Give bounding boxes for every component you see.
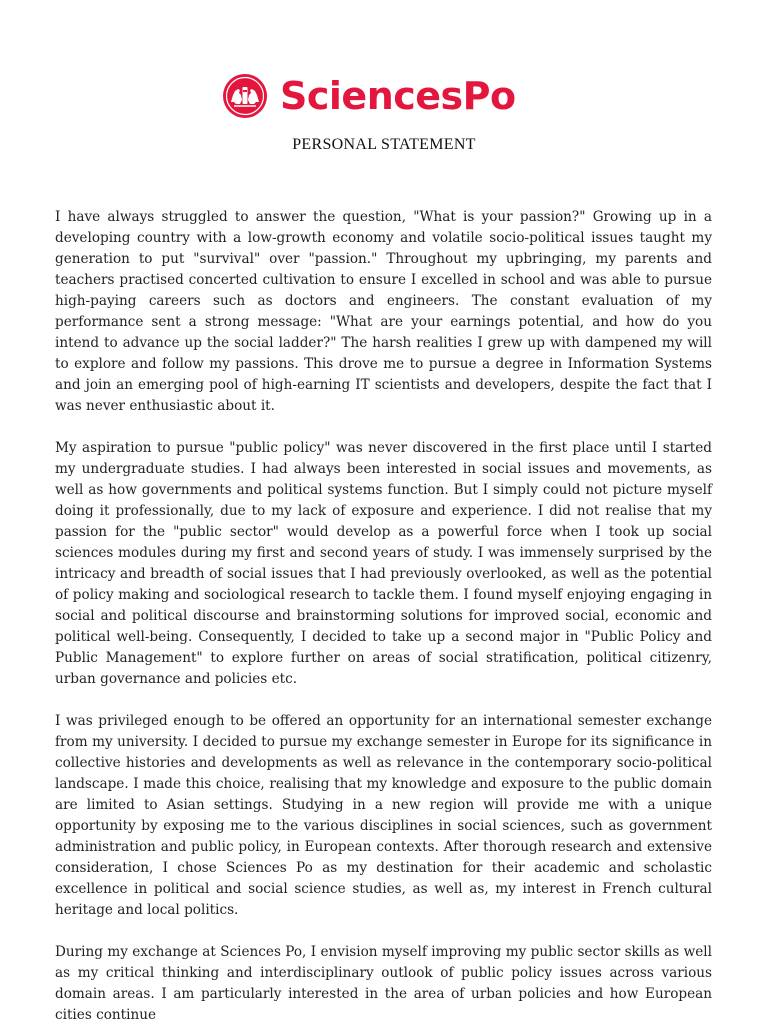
paragraph-1: I have always struggled to answer the question, "What is your passion?" Growing up in a developing country with a low-growth economy and volatile socio-political issues taught my generation to put "survival" over "passion." Throughout my upbringing, my parents and teachers practised concerted cultivation to ensure I excelled in school and was able to pursue high-paying careers such as doctors and engineers. The constant evaluation of my performance sent a strong message: "What are your earnings potential, and how do you intend to advance up the social ladder?" The harsh realities I grew up with dampened my will to explore and follow my passions. This drove me to pursue a degree in Information Systems and join an emerging pool of high-earning IT scientists and developers, despite the fact that I was never enthusiastic about it. [55,209,712,414]
paragraph-3: I was privileged enough to be offered an opportunity for an international semester exchange from my university. I decided to pursue my exchange semester in Europe for its significance in collective histories and developments as well as relevance in the contemporary socio-political landscape. I made this choice, realising that my knowledge and exposure to the public domain are limited to Asian settings. Studying in a new region will provide me with a unique opportunity by exposing me to the various disciplines in social sciences, such as government administration and public policy, in European contexts. After thorough research and extensive consideration, I chose Sciences Po as my destination for their academic and scholastic excellence in political and social science studies, as well as, my interest in French cultural heritage and local politics. [55,713,712,918]
sciences-po-logo [222,72,516,120]
statement-body [55,207,712,1024]
sciences-po-lion-emblem-icon [222,73,268,119]
paragraph-2: My aspiration to pursue "public policy" was never discovered in the first place until I started my undergraduate studies. I had always been interested in social issues and movements, as well as how governments and political systems function. But I simply could not picture myself doing it professionally, due to my lack of exposure and experience. I did not realise that my passion for the "public sector" would develop as a powerful force when I took up social sciences modules during my first and second years of study. I was immensely surprised by the intricacy and breadth of social issues that I had previously overlooked, as well as the potential of policy making and sociological research to tackle them. I found myself enjoying engaging in social and political discourse and brainstorming solutions for improved social, economic and political well-being. Consequently, I decided to take up a second major in "Public Policy and Public Management" to explore further on areas of social stratification, political citizenry, urban governance and policies etc. [55,440,712,687]
logo-wordmark: SciencesPo [280,74,516,118]
page-title: PERSONAL STATEMENT [292,136,476,153]
paragraph-4: During my exchange at Sciences Po, I envision myself improving my public sector skills as well as my critical thinking and interdisciplinary outlook of public policy issues across various domain areas. I am particularly interested in the area of urban policies and how European cities continue [55,944,712,1023]
